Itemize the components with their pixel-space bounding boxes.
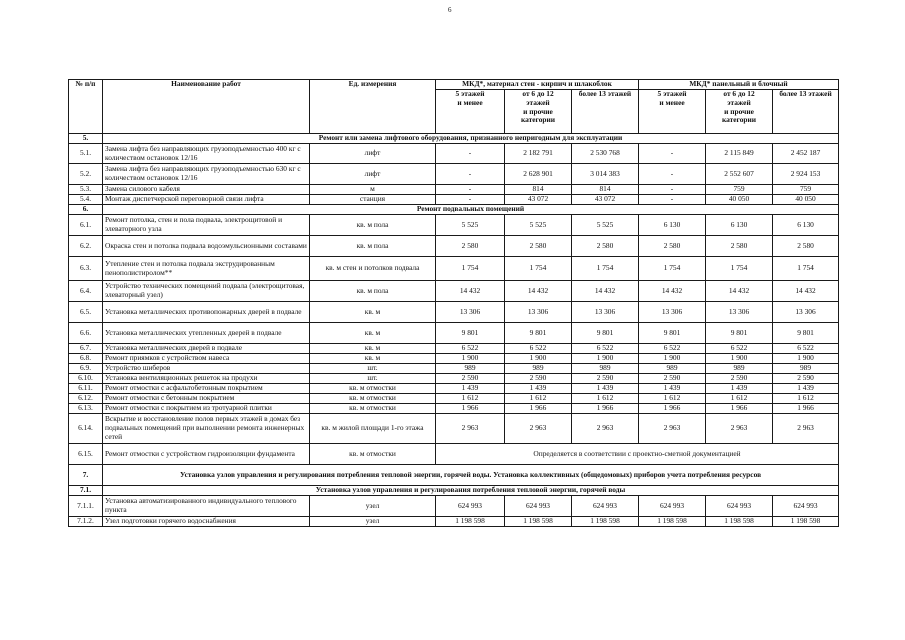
value-cell: 14 432	[505, 281, 572, 302]
table-row	[69, 236, 839, 257]
unit-cell: кв. м отмостки	[310, 404, 436, 414]
value-cell: 2 590	[639, 374, 706, 384]
row-number: 6.7.	[69, 344, 103, 354]
unit-cell: станция	[310, 195, 436, 205]
unit-cell: кв. м отмостки	[310, 394, 436, 404]
value-cell: 989	[773, 364, 839, 374]
section-number: 5.	[69, 134, 103, 144]
unit-cell: кв. м жилой площади 1-го этажа	[310, 414, 436, 444]
unit-cell: кв. м отмостки	[310, 444, 436, 465]
value-cell: 1 198 598	[436, 517, 505, 527]
section-row	[69, 465, 839, 486]
header-sub: от 6 до 12 этажей и прочие категории	[505, 90, 572, 134]
value-cell: 14 432	[773, 281, 839, 302]
section-row	[69, 134, 839, 144]
work-name: Ремонт отмостки с бетонным покрытием	[103, 394, 310, 404]
value-cell: 2 580	[773, 236, 839, 257]
value-cell: 5 525	[572, 215, 639, 236]
value-cell: 2 963	[706, 414, 773, 444]
value-cell: 989	[572, 364, 639, 374]
value-cell: 1 198 598	[639, 517, 706, 527]
value-cell: 1 198 598	[773, 517, 839, 527]
value-cell: 2 182 791	[505, 144, 572, 164]
value-cell: 6 522	[572, 344, 639, 354]
row-number: 6.3.	[69, 257, 103, 281]
value-cell: 43 072	[572, 195, 639, 205]
value-cell: 14 432	[639, 281, 706, 302]
value-cell: 1 612	[773, 394, 839, 404]
work-name: Установка металлических противопожарных дверей в подвале	[103, 302, 310, 323]
work-name: Замена лифта без направляющих грузоподъемностью 400 кг с количеством остановок 12/16	[103, 144, 310, 164]
value-cell: 2 115 849	[706, 144, 773, 164]
header-group-panel: МКД* панельный и блочный	[639, 80, 839, 90]
work-name: Вскрытие и восстановление полов первых этажей в домах без подвальных помещений при выполнении ремонта инженерных сетей	[103, 414, 310, 444]
row-number: 6.12.	[69, 394, 103, 404]
header-sub: 5 этажей и менее	[639, 90, 706, 134]
work-name: Ремонт приямков с устройством навеса	[103, 354, 310, 364]
value-cell: 13 306	[773, 302, 839, 323]
value-cell: 1 612	[572, 394, 639, 404]
value-cell: 2 580	[505, 236, 572, 257]
section-title: Ремонт подвальных помещений	[103, 205, 839, 215]
value-cell: 1 900	[773, 354, 839, 364]
unit-cell: шт.	[310, 364, 436, 374]
table-row	[69, 444, 839, 465]
row-number: 6.15.	[69, 444, 103, 465]
row-number: 7.1.2.	[69, 517, 103, 527]
value-cell: 2 452 187	[773, 144, 839, 164]
row-number: 5.1.	[69, 144, 103, 164]
value-cell: -	[639, 144, 706, 164]
value-cell: 2 963	[639, 414, 706, 444]
section-title: Ремонт или замена лифтового оборудования, признанного непригодным для эксплуатации	[103, 134, 839, 144]
value-cell: 2 580	[639, 236, 706, 257]
value-cell: 1 900	[436, 354, 505, 364]
value-cell: 3 014 383	[572, 164, 639, 185]
value-cell: 9 801	[505, 323, 572, 344]
value-cell: 1 754	[706, 257, 773, 281]
table-row	[69, 302, 839, 323]
value-cell: 6 130	[639, 215, 706, 236]
value-cell: 1 439	[572, 384, 639, 394]
value-cell: 13 306	[706, 302, 773, 323]
work-name: Устройство шиберов	[103, 364, 310, 374]
row-number: 7.1.1.	[69, 496, 103, 517]
value-cell: 2 963	[436, 414, 505, 444]
row-number: 6.10.	[69, 374, 103, 384]
value-cell: 6 522	[773, 344, 839, 354]
work-name: Ремонт отмостки с асфальтобетонным покрытием	[103, 384, 310, 394]
value-cell: 989	[639, 364, 706, 374]
work-name: Монтаж диспетчерской переговорной связи лифта	[103, 195, 310, 205]
value-cell: 1 966	[505, 404, 572, 414]
value-cell: -	[436, 185, 505, 195]
table-row	[69, 323, 839, 344]
value-cell: 2 590	[706, 374, 773, 384]
unit-cell: узел	[310, 517, 436, 527]
value-cell: 5 525	[436, 215, 505, 236]
value-cell: 1 900	[706, 354, 773, 364]
value-cell: 1 754	[572, 257, 639, 281]
work-name: Замена лифта без направляющих грузоподъемностью 630 кг с количеством остановок 12/16	[103, 164, 310, 185]
value-cell: 624 993	[706, 496, 773, 517]
unit-cell: узел	[310, 496, 436, 517]
value-cell: 9 801	[572, 323, 639, 344]
value-cell: 40 050	[773, 195, 839, 205]
unit-cell: м	[310, 185, 436, 195]
value-cell: 2 580	[436, 236, 505, 257]
value-cell: 1 900	[505, 354, 572, 364]
work-name: Устройство технических помещений подвала (электрощитовая, элеваторный узел)	[103, 281, 310, 302]
value-cell: 6 522	[639, 344, 706, 354]
value-cell: 1 754	[773, 257, 839, 281]
row-number: 6.4.	[69, 281, 103, 302]
value-cell: -	[639, 185, 706, 195]
unit-cell: шт.	[310, 374, 436, 384]
value-cell: 1 966	[436, 404, 505, 414]
value-cell: 13 306	[572, 302, 639, 323]
value-cell: 6 130	[706, 215, 773, 236]
work-name: Установка автоматизированного индивидуального теплового пункта	[103, 496, 310, 517]
value-cell: 2 530 768	[572, 144, 639, 164]
value-cell: 624 993	[436, 496, 505, 517]
unit-cell: лифт	[310, 164, 436, 185]
table-row	[69, 414, 839, 444]
value-cell: 1 198 598	[706, 517, 773, 527]
row-number: 5.3.	[69, 185, 103, 195]
work-name: Установка металлических дверей в подвале	[103, 344, 310, 354]
header-name: Наименование работ	[103, 80, 310, 134]
unit-cell: кв. м пола	[310, 281, 436, 302]
row-number: 5.2.	[69, 164, 103, 185]
value-cell: 1 612	[436, 394, 505, 404]
work-name: Установка металлических утепленных дверей в подвале	[103, 323, 310, 344]
value-cell: 1 439	[639, 384, 706, 394]
row-number: 6.9.	[69, 364, 103, 374]
table-row	[69, 144, 839, 164]
value-cell: 1 439	[505, 384, 572, 394]
cost-table	[68, 79, 839, 527]
table-row	[69, 195, 839, 205]
value-cell: 13 306	[505, 302, 572, 323]
work-name: Ремонт отмостки с покрытием из тротуарной плитки	[103, 404, 310, 414]
header-row	[69, 80, 839, 90]
table-row	[69, 185, 839, 195]
value-cell: 1 900	[639, 354, 706, 364]
table-row	[69, 257, 839, 281]
header-sub: 5 этажей и менее	[436, 90, 505, 134]
row-number: 6.6.	[69, 323, 103, 344]
section-row	[69, 205, 839, 215]
value-cell: 624 993	[773, 496, 839, 517]
work-name: Окраска стен и потолка подвала водоэмульсионными составами	[103, 236, 310, 257]
page-number: 6	[448, 6, 452, 14]
value-cell: 1 439	[773, 384, 839, 394]
value-cell: 1 966	[639, 404, 706, 414]
value-cell: 1 966	[706, 404, 773, 414]
unit-cell: кв. м	[310, 323, 436, 344]
row-number: 6.5.	[69, 302, 103, 323]
value-cell: 2 963	[773, 414, 839, 444]
value-cell: 624 993	[639, 496, 706, 517]
table-row	[69, 496, 839, 517]
section-number: 7.	[69, 465, 103, 486]
merged-note: Определяется в соответствии с проектно-сметной документацией	[436, 444, 839, 465]
value-cell: 1 900	[572, 354, 639, 364]
value-cell: 9 801	[436, 323, 505, 344]
row-number: 6.11.	[69, 384, 103, 394]
value-cell: 759	[773, 185, 839, 195]
work-name: Утепление стен и потолка подвала экструдированным пенополистиролом**	[103, 257, 310, 281]
value-cell: 6 522	[436, 344, 505, 354]
value-cell: 2 580	[572, 236, 639, 257]
section-title: Установка узлов управления и регулирования потребления тепловой энергии, горячей воды. Установка коллективных (общедомовых) приборов учета потребления ресурсов	[103, 465, 839, 486]
section-number: 6.	[69, 205, 103, 215]
value-cell: -	[639, 164, 706, 185]
value-cell: 1 754	[436, 257, 505, 281]
table-row	[69, 354, 839, 364]
value-cell: 2 580	[706, 236, 773, 257]
header-group-brick: МКД*, материал стен - кирпич и шлакоблок	[436, 80, 639, 90]
row-number: 6.14.	[69, 414, 103, 444]
value-cell: 2 924 153	[773, 164, 839, 185]
header-unit: Ед. измерения	[310, 80, 436, 134]
table-row	[69, 164, 839, 185]
row-number: 6.2.	[69, 236, 103, 257]
value-cell: 624 993	[572, 496, 639, 517]
value-cell: 2 552 607	[706, 164, 773, 185]
value-cell: 1 198 598	[505, 517, 572, 527]
value-cell: 1 612	[639, 394, 706, 404]
value-cell: 989	[706, 364, 773, 374]
row-number: 6.1.	[69, 215, 103, 236]
table-row	[69, 344, 839, 354]
value-cell: 13 306	[436, 302, 505, 323]
value-cell: 14 432	[572, 281, 639, 302]
value-cell: 9 801	[773, 323, 839, 344]
value-cell: 1 754	[639, 257, 706, 281]
value-cell: 759	[706, 185, 773, 195]
value-cell: 624 993	[505, 496, 572, 517]
value-cell: 1 966	[572, 404, 639, 414]
value-cell: 2 963	[505, 414, 572, 444]
value-cell: 9 801	[706, 323, 773, 344]
unit-cell: кв. м пола	[310, 215, 436, 236]
value-cell: 2 963	[572, 414, 639, 444]
work-name: Узел подготовки горячего водоснабжения	[103, 517, 310, 527]
work-name: Ремонт потолка, стен и пола подвала, электрощитовой и элеваторного узла	[103, 215, 310, 236]
header-no: № п/п	[69, 80, 103, 134]
row-number: 6.8.	[69, 354, 103, 364]
value-cell: 6 522	[706, 344, 773, 354]
unit-cell: лифт	[310, 144, 436, 164]
section-row	[69, 486, 839, 496]
value-cell: 814	[505, 185, 572, 195]
value-cell: -	[436, 144, 505, 164]
unit-cell: кв. м	[310, 354, 436, 364]
section-title: Установка узлов управления и регулирования потребления тепловой энергии, горячей воды	[103, 486, 839, 496]
value-cell: 2 590	[436, 374, 505, 384]
value-cell: 5 525	[505, 215, 572, 236]
value-cell: 9 801	[639, 323, 706, 344]
table-row	[69, 364, 839, 374]
value-cell: 2 590	[773, 374, 839, 384]
value-cell: -	[639, 195, 706, 205]
unit-cell: кв. м отмостки	[310, 384, 436, 394]
table-row	[69, 404, 839, 414]
table-row	[69, 394, 839, 404]
value-cell: 40 050	[706, 195, 773, 205]
section-number: 7.1.	[69, 486, 103, 496]
header-sub: от 6 до 12 этажей и прочие категории	[706, 90, 773, 134]
value-cell: 1 439	[706, 384, 773, 394]
value-cell: 1 612	[505, 394, 572, 404]
value-cell: 989	[436, 364, 505, 374]
unit-cell: кв. м пола	[310, 236, 436, 257]
value-cell: 2 590	[505, 374, 572, 384]
unit-cell: кв. м	[310, 344, 436, 354]
value-cell: 1 754	[505, 257, 572, 281]
unit-cell: кв. м стен и потолков подвала	[310, 257, 436, 281]
value-cell: 6 130	[773, 215, 839, 236]
table-row	[69, 281, 839, 302]
value-cell: 6 522	[505, 344, 572, 354]
unit-cell: кв. м	[310, 302, 436, 323]
value-cell: 14 432	[706, 281, 773, 302]
row-number: 5.4.	[69, 195, 103, 205]
value-cell: -	[436, 164, 505, 185]
value-cell: 989	[505, 364, 572, 374]
value-cell: 14 432	[436, 281, 505, 302]
row-number: 6.13.	[69, 404, 103, 414]
header-sub: более 13 этажей	[572, 90, 639, 134]
value-cell: 2 628 901	[505, 164, 572, 185]
value-cell: 1 966	[773, 404, 839, 414]
value-cell: 814	[572, 185, 639, 195]
value-cell: 2 590	[572, 374, 639, 384]
value-cell: 43 072	[505, 195, 572, 205]
work-name: Ремонт отмостки с устройством гидроизоляции фундамента	[103, 444, 310, 465]
value-cell: 1 439	[436, 384, 505, 394]
table-row	[69, 517, 839, 527]
work-name: Замена силового кабеля	[103, 185, 310, 195]
value-cell: 1 198 598	[572, 517, 639, 527]
value-cell: 1 612	[706, 394, 773, 404]
work-name: Установка вентиляционных решеток на продухи	[103, 374, 310, 384]
table-row	[69, 374, 839, 384]
table-row	[69, 215, 839, 236]
header-sub: более 13 этажей	[773, 90, 839, 134]
table-row	[69, 384, 839, 394]
value-cell: -	[436, 195, 505, 205]
value-cell: 13 306	[639, 302, 706, 323]
